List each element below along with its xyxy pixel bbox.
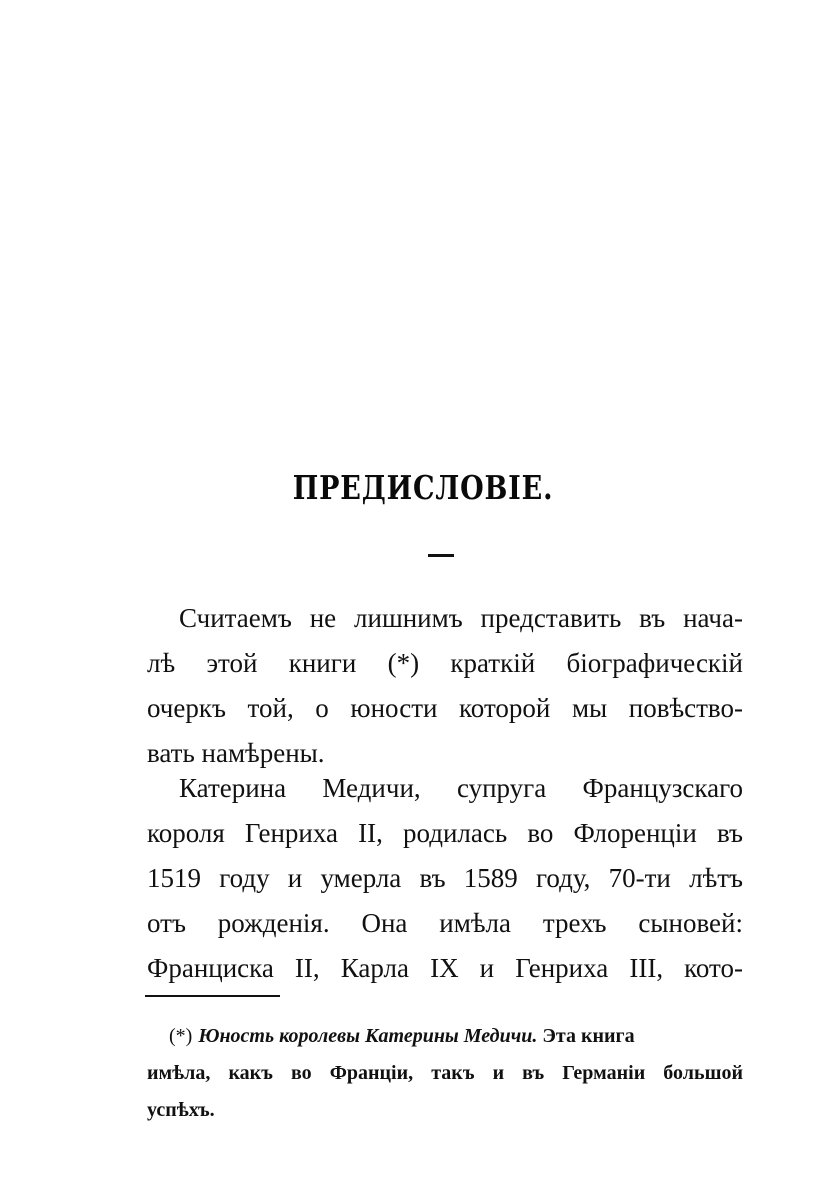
paragraph-catherine-biography	[147, 766, 743, 991]
paragraph-preface-intro	[147, 596, 743, 776]
footnote-text: Эта книга	[542, 1025, 635, 1047]
footnote-mark: (*)	[169, 1025, 193, 1047]
text-line: Считаемъ не лишнимъ представить въ нача-	[179, 603, 743, 633]
text-line: очеркъ той, о юности которой мы повѣство-	[147, 693, 743, 723]
text-line: Катерина Медичи, супруга Французскаго	[179, 773, 743, 803]
title-divider-dash	[428, 554, 454, 557]
text-line: короля Генриха II, родилась во Флоренціи въ	[147, 818, 743, 848]
text-line: отъ рожденія. Она имѣла трехъ сыновей:	[147, 908, 743, 938]
footnote	[147, 1018, 743, 1129]
footnote-separator-rule	[145, 995, 280, 997]
text-line: вать намѣрены.	[147, 738, 325, 768]
footnote-line: имѣла, какъ во Франціи, такъ и въ Германіи большой	[147, 1062, 743, 1084]
text-line: Франциска II, Карла IX и Генриха III, кото-	[147, 953, 743, 983]
text-line: лѣ этой книги (*) краткій біографическій	[147, 648, 743, 678]
text-line: 1519 году и умерла въ 1589 году, 70-ти лѣтъ	[147, 863, 743, 893]
footnote-line	[147, 1018, 743, 1055]
footnote-line: успѣхъ.	[147, 1099, 215, 1121]
footnote-book-title: Юность королевы Катерины Медичи.	[198, 1025, 538, 1047]
chapter-title: ПРЕДИСЛОВІЕ.	[292, 468, 554, 507]
